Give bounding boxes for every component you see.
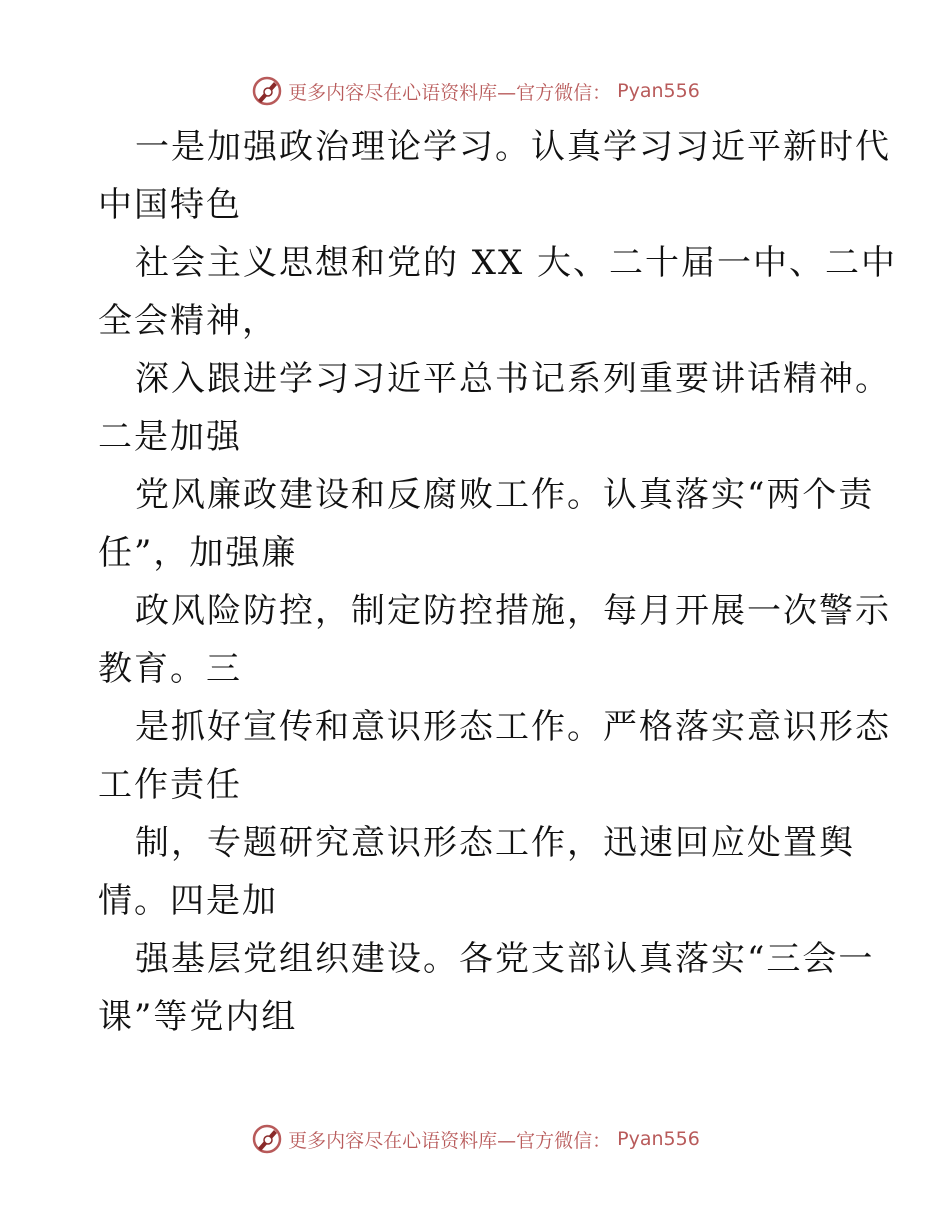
document-body xyxy=(98,118,898,1046)
text-line: 情。四是加 xyxy=(98,881,278,921)
text-line: 党风廉政建设和反腐败工作。认真落实“两个责 xyxy=(135,475,875,515)
text-line: 课”等党内组 xyxy=(98,997,298,1037)
header-banner xyxy=(0,71,950,111)
text-line: 社会主义思想和党的 XX 大、二十届一中、二中 xyxy=(135,243,898,283)
text-line: 二是加强 xyxy=(98,417,242,457)
header-wechat-id: Pyan556 xyxy=(617,80,700,102)
text-line: 全会精神， xyxy=(98,301,278,341)
text-line: 强基层党组织建设。各党支部认真落实“三会一 xyxy=(135,939,875,979)
pen-logo-icon xyxy=(250,74,284,108)
text-line: 工作责任 xyxy=(98,765,242,805)
pen-logo-icon xyxy=(250,1122,284,1156)
text-line: 一是加强政治理论学习。认真学习习近平新时代 xyxy=(135,127,891,167)
text-line: 制，专题研究意识形态工作，迅速回应处置舆 xyxy=(135,823,855,863)
text-line: 任”，加强廉 xyxy=(98,533,298,573)
text-line: 政风险防控，制定防控措施，每月开展一次警示 xyxy=(135,591,891,631)
footer-banner xyxy=(0,1119,950,1159)
footer-banner-text: 更多内容尽在心语资料库—官方微信： xyxy=(288,1129,612,1152)
text-line: 教育。三 xyxy=(98,649,242,689)
text-line: 中国特色 xyxy=(98,185,242,225)
text-line: 是抓好宣传和意识形态工作。严格落实意识形态 xyxy=(135,707,891,747)
text-line: 深入跟进学习习近平总书记系列重要讲话精神。 xyxy=(135,359,891,399)
footer-wechat-id: Pyan556 xyxy=(617,1128,700,1150)
header-banner-text: 更多内容尽在心语资料库—官方微信： xyxy=(288,81,612,104)
